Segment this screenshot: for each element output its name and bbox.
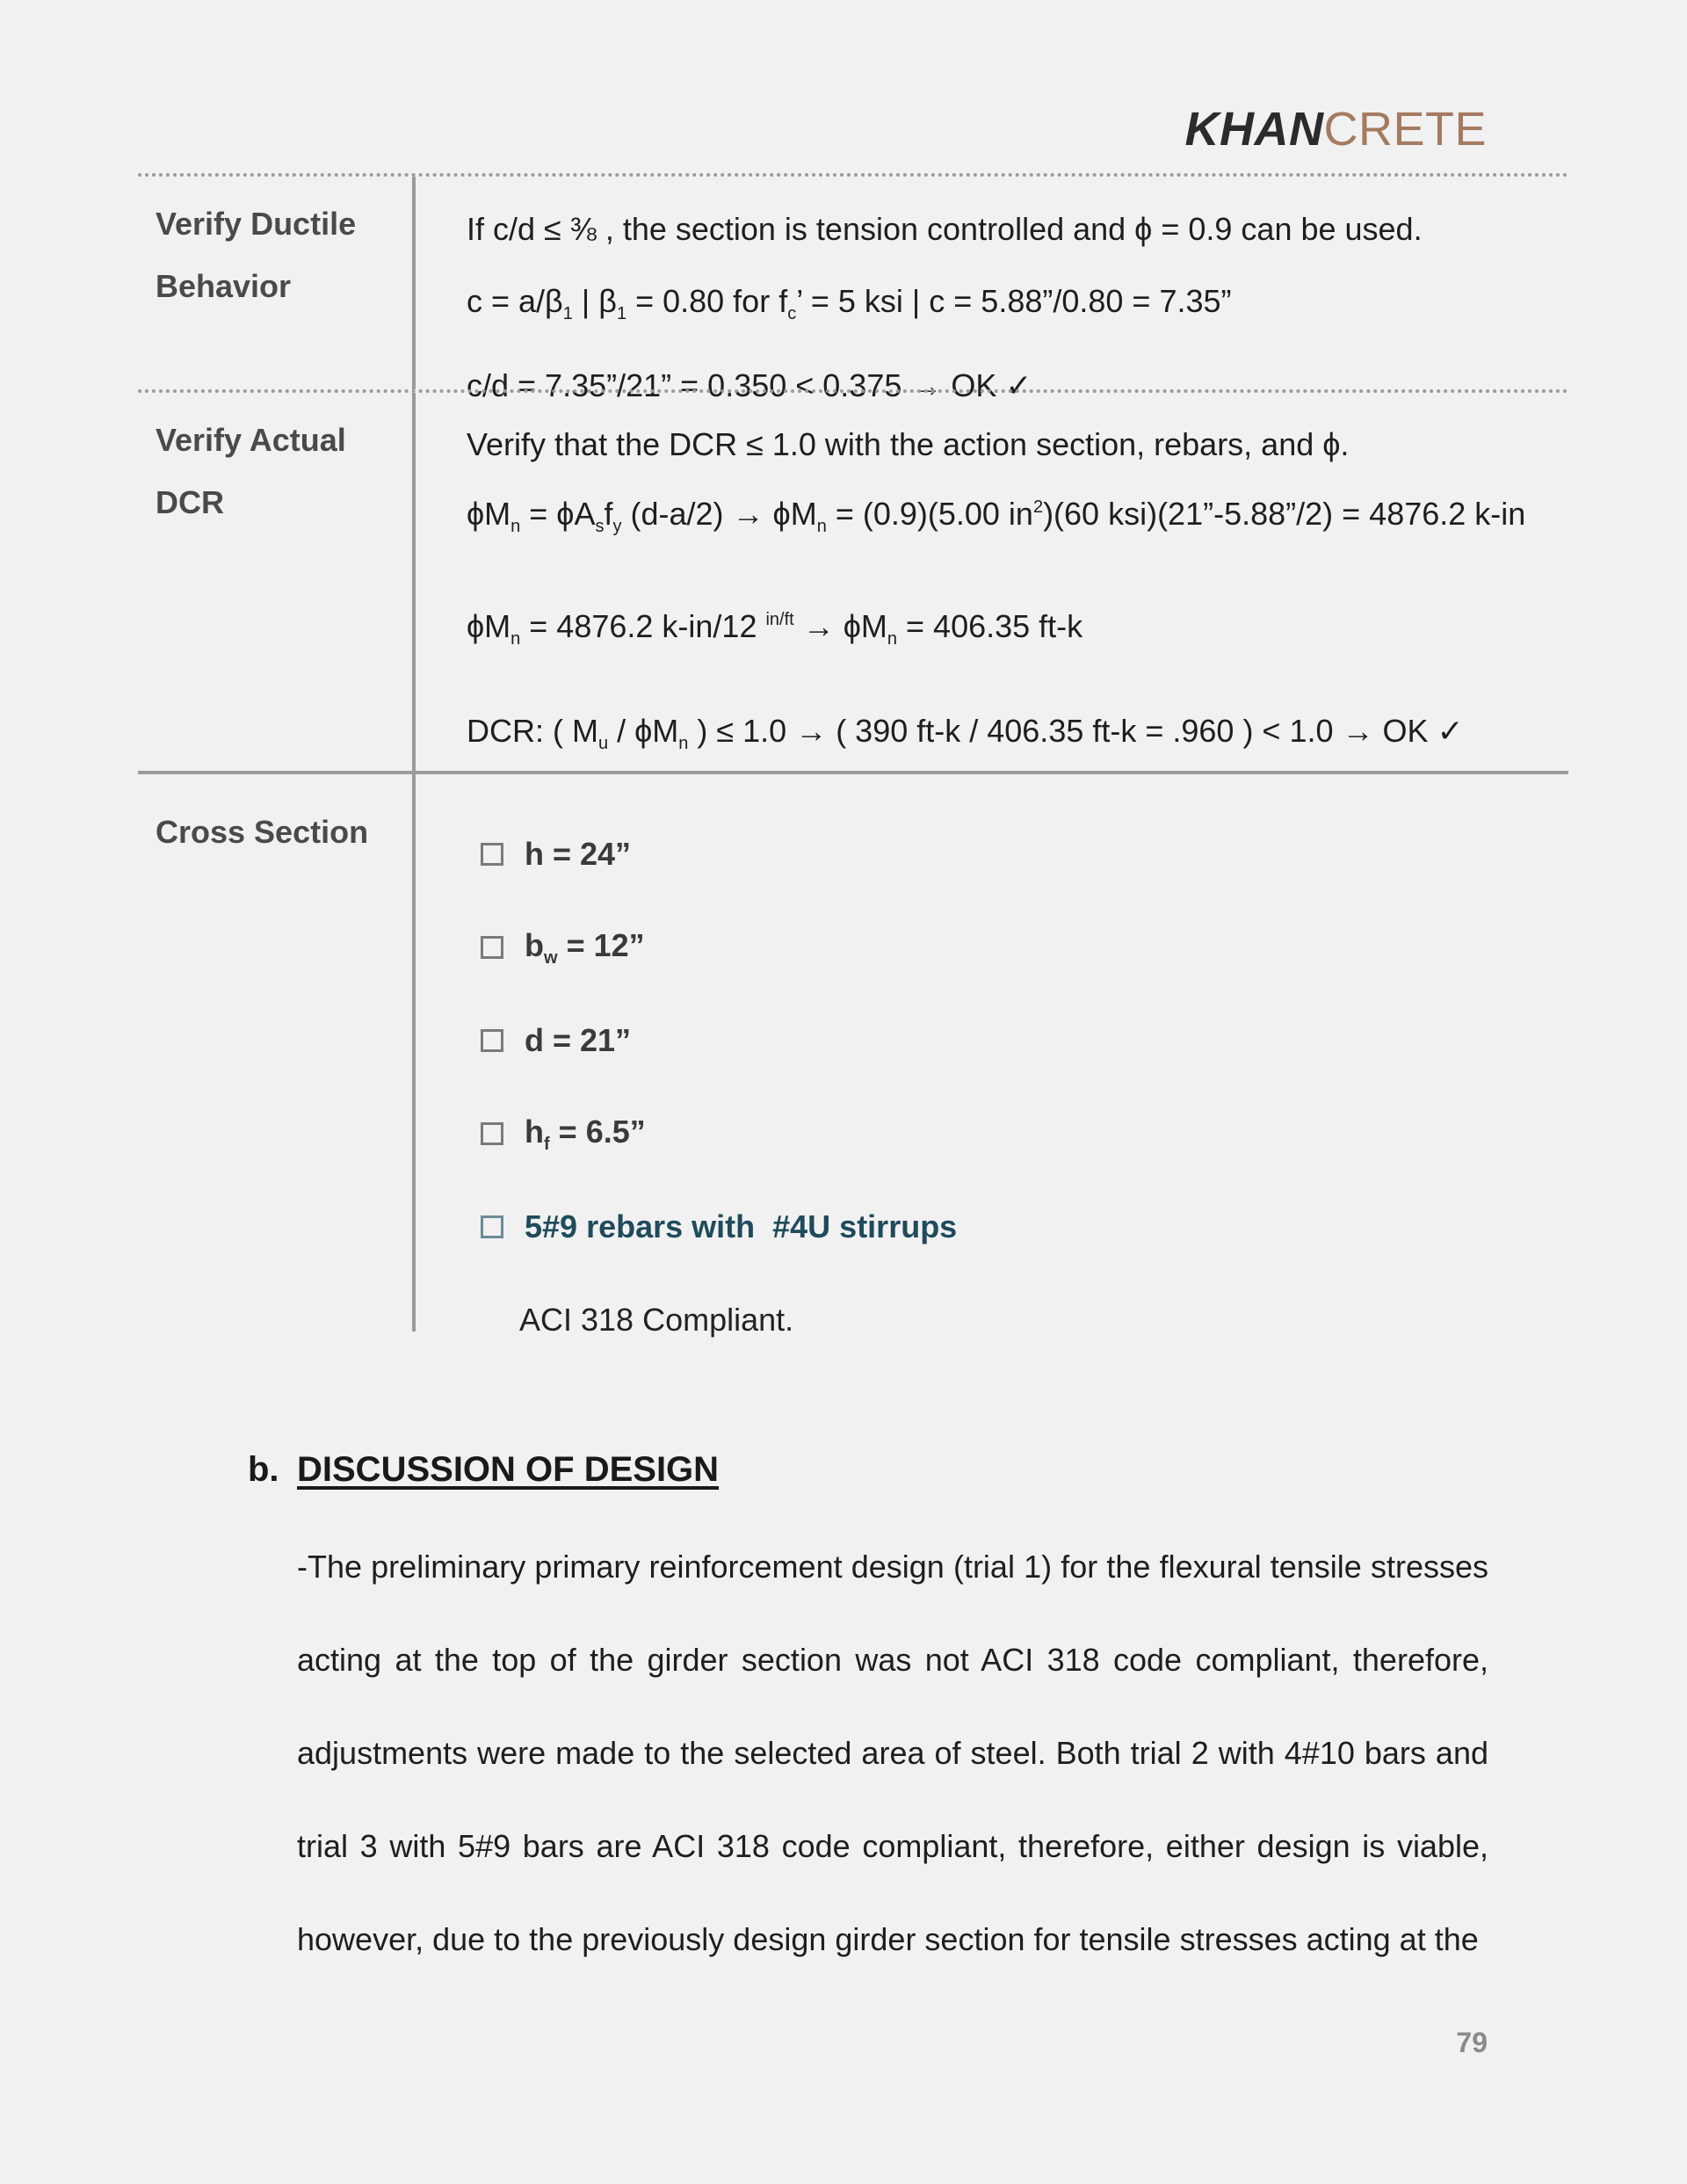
- row-label: [138, 177, 412, 389]
- section-letter: b.: [248, 1450, 279, 1489]
- checkbox-icon[interactable]: [481, 1215, 503, 1238]
- compliance-note: ACI 318 Compliant.: [519, 1302, 794, 1338]
- c-over-d-check: c/d = 7.35”/21” = 0.350 < 0.375 → OK ✓: [467, 367, 1032, 403]
- check-mark-icon: ✓: [1437, 713, 1464, 749]
- row-label: [138, 774, 412, 1331]
- checkbox-icon[interactable]: [481, 843, 503, 866]
- section-heading: [248, 1450, 719, 1490]
- checklist-item-hf[interactable]: $h_f = 6.5$”: [481, 1087, 1568, 1180]
- row-verify-ductile: [138, 173, 1568, 403]
- dcr-intro: Verify that the DCR ≤ 1.0 with the action section, rebars, and ϕ.: [467, 426, 1350, 462]
- label-line-2: Behavior: [156, 268, 292, 304]
- label-line-2: DCR: [156, 484, 224, 520]
- checkbox-icon[interactable]: [481, 1029, 503, 1052]
- design-check-table: [138, 173, 1568, 1338]
- check-mark-icon: ✓: [1005, 367, 1032, 403]
- logo-light-part: CRETE: [1323, 103, 1487, 156]
- label-line-1: Cross Section: [156, 814, 369, 850]
- checklist-item-rebars[interactable]: 5#9 rebars with #4U stirrups: [481, 1180, 1568, 1273]
- label-line-1: Verify Ductile: [156, 206, 357, 242]
- checkbox-icon[interactable]: [481, 1122, 503, 1145]
- ductile-condition: If c/d ≤ ⅜ , the section is tension controlled and ϕ = 0.9 can be used.: [467, 211, 1423, 247]
- row-cross-section: [138, 771, 1568, 1338]
- page-number: 79: [1456, 2027, 1488, 2058]
- neutral-axis-calc: $c = a/\beta_1$ | $\beta_1 = 0.80$ for $f_c$’ = 5 ksi | c = 5.88”/0.80 = 7.35”: [467, 283, 1232, 323]
- checklist-item-d[interactable]: d = 21”: [481, 994, 1568, 1087]
- section-title: DISCUSSION OF DESIGN: [297, 1450, 720, 1489]
- checklist-item-h[interactable]: h = 24”: [481, 808, 1568, 901]
- label-line-1: Verify Actual: [156, 422, 346, 458]
- brand-logo: [1184, 98, 1487, 160]
- row-content: [416, 177, 1568, 403]
- discussion-paragraph: -The preliminary primary reinforcement design (trial 1) for the flexural tensile stresses acting at the top of the girder section was not ACI 318 code compliant, therefore, adjustments were made to the selected area of steel. Both trial 2 with 4#10 bars and trial 3 with 5#9 bars are ACI 318 code compliant, therefore, either design is viable, however, due to the previously design girder section for tensile stresses acting at the: [297, 1549, 1488, 1957]
- row-content: [416, 774, 1568, 1338]
- checkbox-icon[interactable]: [481, 936, 503, 959]
- moment-conversion: $\phi M_n = 4876.2$ k-in/12 $^{in/ft} \to \phi M_n = 406.35$ ft-k: [467, 608, 1083, 649]
- moment-capacity-calc: $\phi M_n = \phi A_sf_y$ $(d-a/2) \to \phi M_n = (0.9)(5.00$ $in^2)(60$ ksi)(21”-5.88”/2) = 4876.2 k-in: [467, 496, 1526, 536]
- dcr-check: DCR: ( $M_u / \phi M_n$ ) ≤ 1.0 → ( 390 ft-k / 406.35 ft-k = .960 ) < 1.0 → OK ✓: [467, 713, 1464, 753]
- row-label: [138, 393, 412, 771]
- row-verify-dcr: [138, 389, 1568, 771]
- row-content: [416, 393, 1568, 771]
- checklist-item-bw[interactable]: $b_w = 12$”: [481, 901, 1568, 994]
- logo-bold-part: KHAN: [1184, 103, 1324, 156]
